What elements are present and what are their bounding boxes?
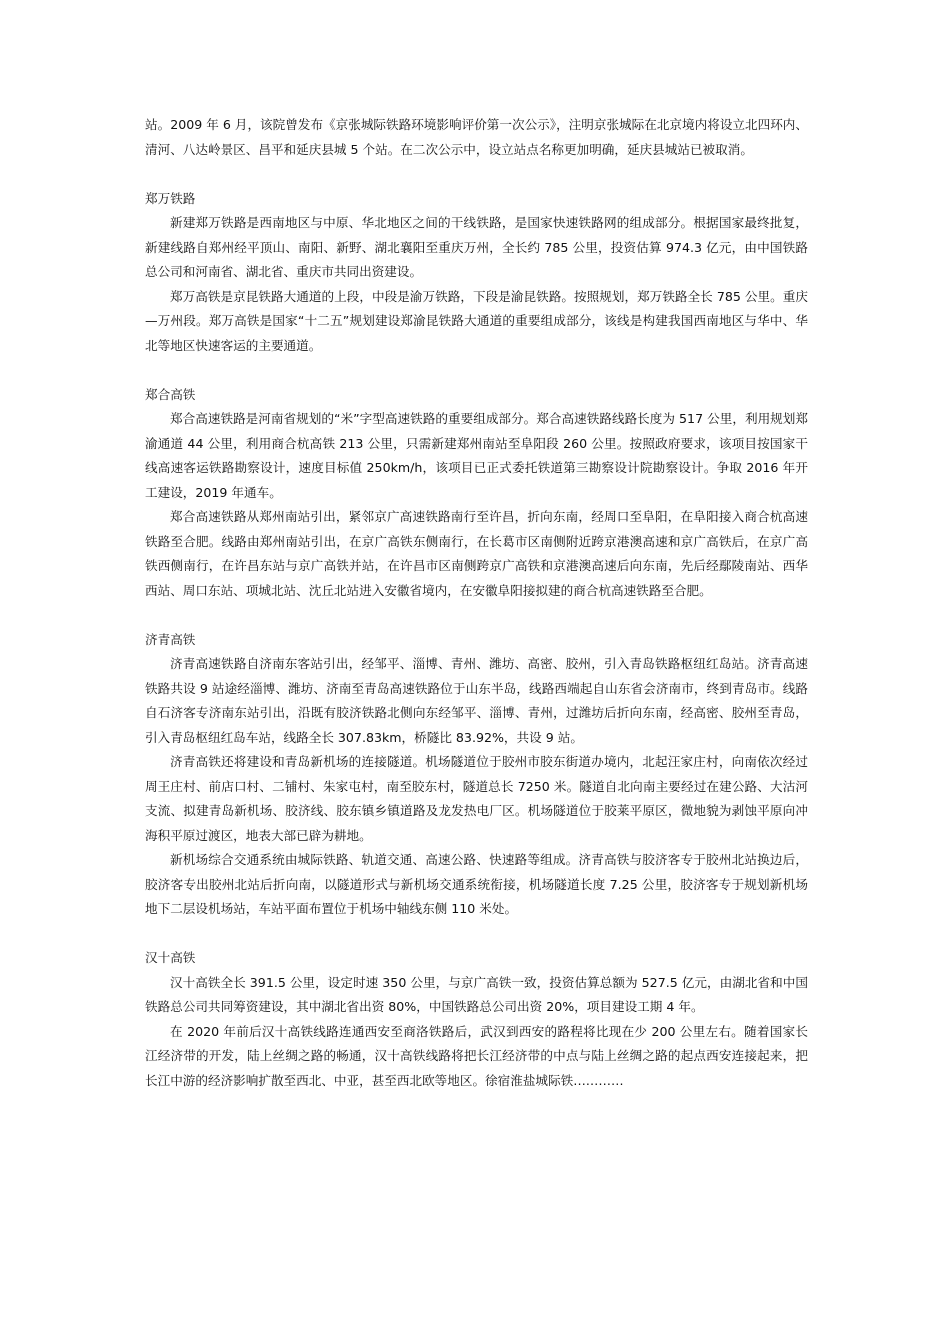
- paragraph: 在 2020 年前后汉十高铁线路连通西安至商洛铁路后，武汉到西安的路程将比现在少 200 公里左右。随着国家长江经济带的开发，陆上丝绸之路的畅通，汉十高铁线路将把长江经济带的中点与陆上丝绸之路的起点西安连接起来，把长江中游的经济影响扩散至西北、中亚，甚至西北欧等地区。徐宿淮盐城际铁…………: [145, 1023, 808, 1088]
- document-body: [145, 113, 808, 1093]
- section-zhenghe: [145, 383, 808, 604]
- paragraph: 郑合高速铁路是河南省规划的“米”字型高速铁路的重要组成部分。郑合高速铁路线路长度为 517 公里，利用规划郑渝通道 44 公里，利用商合杭高铁 213 公里，只需新建郑州南站至阜阳段 260 公里。按照政府要求，该项目按国家干线高速客运铁路勘察设计，速度目标值 250km/h，该项目已正式委托铁道第三勘察设计院勘察设计。争取 2016 年开工建设，2019 年通车。: [145, 411, 808, 500]
- paragraph: 新机场综合交通系统由城际铁路、轨道交通、高速公路、快速路等组成。济青高铁与胶济客专于胶州北站换边后，胶济客专出胶州北站后折向南，以隧道形式与新机场交通系统衔接，机场隧道长度 7.25 公里，胶济客专于规划新机场地下二层设机场站，车站平面布置位于机场中轴线东侧 110 米处。: [145, 852, 808, 916]
- paragraph: 新建郑万铁路是西南地区与中原、华北地区之间的干线铁路，是国家快速铁路网的组成部分。根据国家最终批复，新建线路自郑州经平顶山、南阳、新野、湖北襄阳至重庆万州，全长约 785 公里，投资估算 974.3 亿元，由中国铁路总公司和河南省、湖北省、重庆市共同出资建设。: [145, 215, 808, 279]
- paragraph: 汉十高铁全长 391.5 公里，设定时速 350 公里，与京广高铁一致，投资估算总额为 527.5 亿元，由湖北省和中国铁路总公司共同筹资建设，其中湖北省出资 80%，中国铁路总公司出资 20%，项目建设工期 4 年。: [145, 974, 808, 1014]
- section-heading: 济青高铁: [145, 631, 196, 647]
- section-gap: [145, 922, 808, 947]
- section-heading: 郑万铁路: [145, 190, 196, 206]
- section-jiqing: [145, 628, 808, 922]
- section-heading: 汉十高铁: [145, 950, 196, 965]
- section-gap: [145, 603, 808, 628]
- paragraph: 郑万高铁是京昆铁路大通道的上段，中段是渝万铁路，下段是渝昆铁路。按照规划，郑万铁路全长 785 公里。重庆—万州段。郑万高铁是国家“十二五”规划建设郑渝昆铁路大通道的重要组成部分，该线是构建我国西南地区与华中、华北等地区快速客运的主要通道。: [145, 288, 808, 353]
- paragraph: 济青高铁还将建设和青岛新机场的连接隧道。机场隧道位于胶州市胶东街道办境内，北起汪家庄村，向南依次经过周王庄村、前店口村、二铺村、朱家屯村，南至胶东村，隧道总长 7250 米。隧道自北向南主要经过在建公路、大沽河支流、拟建青岛新机场、胶济线、胶东镇乡镇道路及龙发热电厂区。机场隧道位于胶莱平原区，微地貌为剥蚀平原向冲海积平原过渡区，地表大部已辟为耕地。: [145, 754, 808, 843]
- intro-paragraph: 站。2009 年 6 月，该院曾发布《京张城际铁路环境影响评价第一次公示》，注明京张城际在北京境内将设立北四环内、清河、八达岭景区、昌平和延庆县城 5 个站。在二次公示中，设立站点名称更加明确，延庆县城站已被取消。: [145, 117, 808, 157]
- section-gap: [145, 162, 808, 187]
- section-zhengwan: [145, 187, 808, 359]
- section-hanshi: [145, 946, 808, 1093]
- paragraph: 济青高速铁路自济南东客站引出，经邹平、淄博、青州、潍坊、高密、胶州，引入青岛铁路枢纽红岛站。济青高速铁路共设 9 站途经淄博、潍坊、济南至青岛高速铁路位于山东半岛，线路西端起自山东省会济南市，终到青岛市。线路自石济客专济南东站引出，沿既有胶济铁路北侧向东经邹平、淄博、青州，过潍坊后折向东南，经高密、胶州至青岛，引入青岛枢纽红岛车站，线路全长 307.83km，桥隧比 83.92%，共设 9 站。: [145, 656, 808, 745]
- section-heading: 郑合高铁: [145, 386, 196, 402]
- paragraph: 郑合高速铁路从郑州南站引出，紧邻京广高速铁路南行至许昌，折向东南，经周口至阜阳，在阜阳接入商合杭高速铁路至合肥。线路由郑州南站引出，在京广高铁东侧南行，在长葛市区南侧附近跨京港澳高速和京广高铁后，在京广高铁西侧南行，在许昌东站与京广高铁并站，在许昌市区南侧跨京广高铁和京港澳高速后向东南，先后经鄢陵南站、西华西站、周口东站、项城北站、沈丘北站进入安徽省境内，在安徽阜阳接拟建的商合杭高速铁路至合肥。: [145, 509, 808, 598]
- section-gap: [145, 358, 808, 383]
